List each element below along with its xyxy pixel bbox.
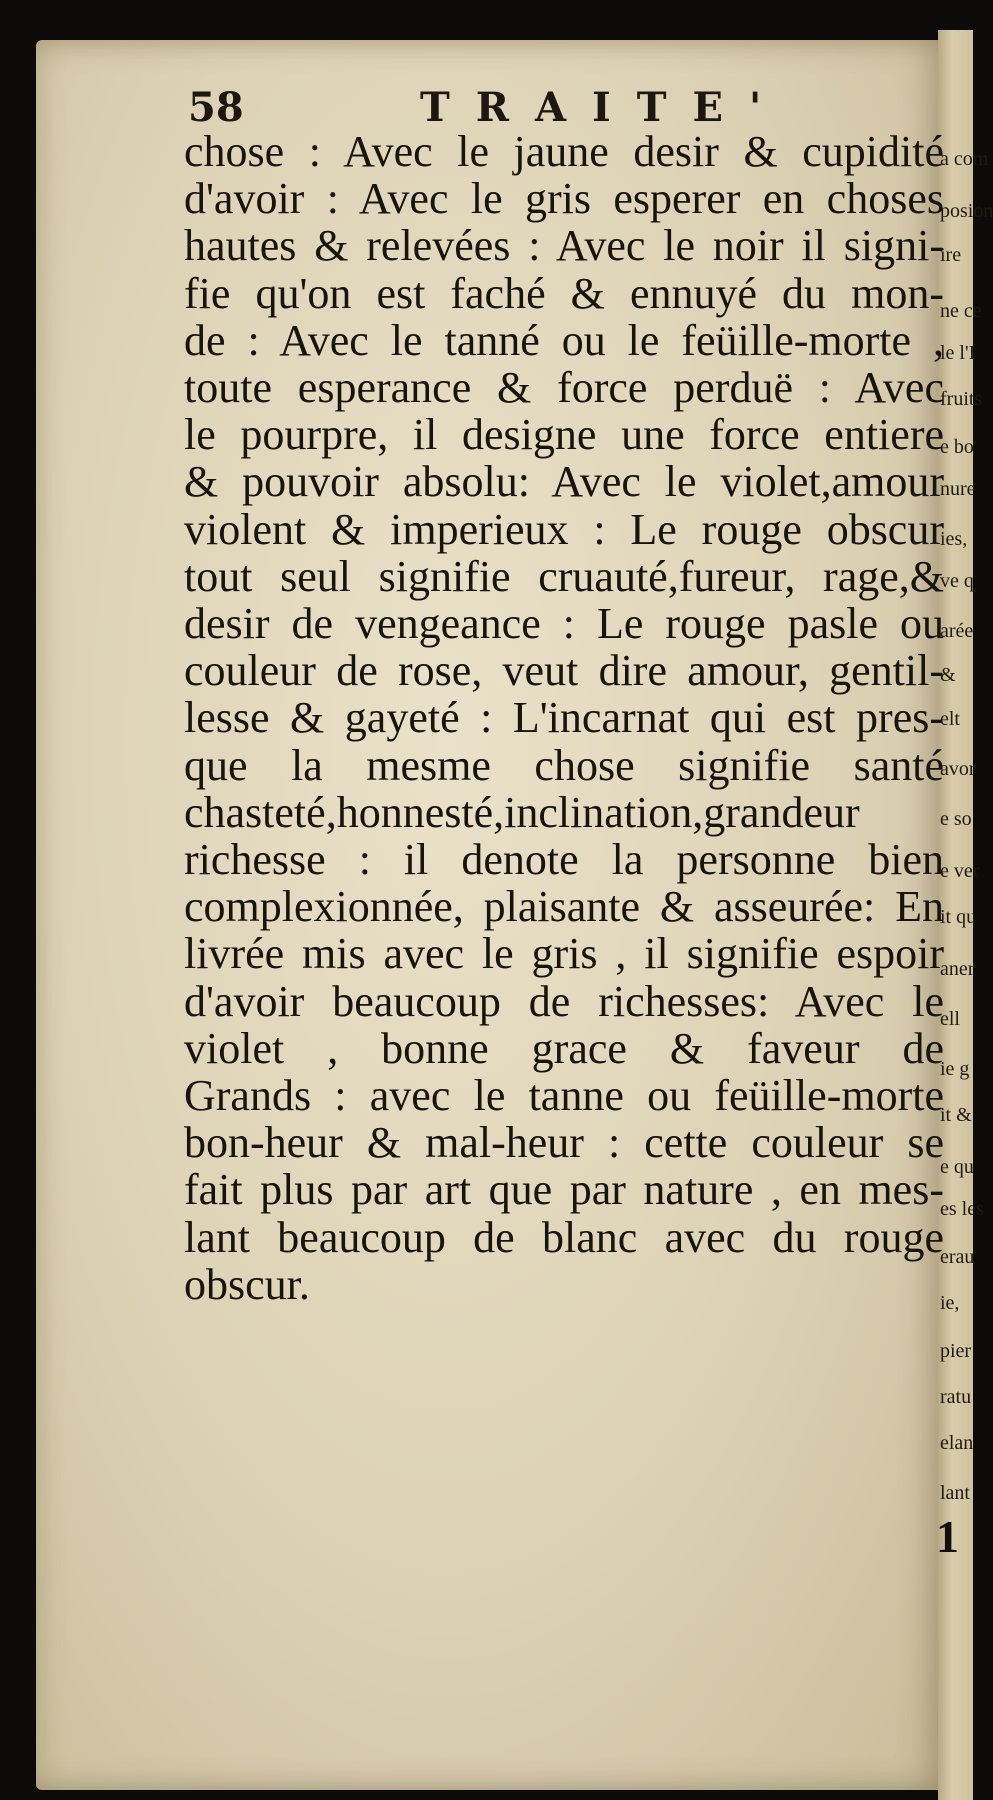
text-line: livrée mis avec le gris , il signifie espoir bbox=[184, 929, 944, 979]
text-line: d'avoir : Avec le gris esperer en choses bbox=[184, 174, 944, 224]
facing-page-fragment: elan bbox=[940, 1432, 974, 1454]
text-line: le pourpre, il designe une force entiere bbox=[184, 410, 944, 460]
facing-page-fragment: avor bbox=[940, 758, 976, 780]
facing-page-fragment: e ver bbox=[940, 860, 980, 882]
facing-page-fragment: it qu bbox=[940, 906, 977, 928]
facing-page-fragment: ies, bbox=[940, 528, 968, 550]
facing-page-fragment: ie, bbox=[940, 1292, 960, 1314]
facing-page-fragment: elt bbox=[940, 708, 960, 730]
facing-page-fragment: nure bbox=[940, 478, 976, 500]
text-line: de : Avec le tanné ou le feüille-morte , bbox=[184, 315, 944, 365]
facing-page-fragment: ire bbox=[940, 244, 962, 266]
text-line: chasteté,honnesté,inclination,grandeur bbox=[184, 787, 860, 837]
facing-page-fragment: e bo bbox=[940, 436, 974, 458]
text-line: richesse : il denote la personne bien bbox=[184, 835, 944, 885]
facing-page-fragment: it & bbox=[940, 1104, 972, 1126]
text-line: chose : Avec le jaune desir & cupidité bbox=[184, 127, 944, 176]
facing-page-fragment: lant bbox=[940, 1482, 970, 1504]
text-line: d'avoir beaucoup de richesses: Avec le bbox=[184, 976, 944, 1026]
text-line: violent & imperieux : Le rouge obscur bbox=[184, 504, 944, 554]
facing-page-fragment: pier bbox=[940, 1340, 972, 1362]
text-line: tout seul signifie cruauté,fureur, rage,& bbox=[184, 551, 944, 601]
facing-page-fragment: ratu bbox=[940, 1386, 972, 1408]
text-line: fie qu'on est faché & ennuyé du mon- bbox=[184, 268, 944, 318]
text-line: que la mesme chose signifie santé bbox=[184, 740, 944, 790]
text-line: & pouvoir absolu: Avec le violet,amour bbox=[184, 457, 944, 507]
text-line: lesse & gayeté : L'incarnat qui est pres- bbox=[184, 693, 944, 743]
text-line: Grands : avec le tanne ou feüille-morte bbox=[184, 1071, 944, 1121]
facing-page-fragment: fruits bbox=[940, 388, 983, 410]
facing-page-fragment: posion bbox=[940, 200, 993, 222]
text-line: desir de vengeance : Le rouge pasle ou bbox=[184, 599, 944, 649]
facing-page-fragment: erau bbox=[940, 1246, 975, 1268]
text-line: lant beaucoup de blanc avec du rouge bbox=[184, 1212, 944, 1262]
facing-page-fragment: ie g bbox=[940, 1058, 970, 1080]
facing-page-fragment: aner bbox=[940, 958, 975, 980]
page-number: 58 bbox=[188, 84, 244, 131]
text-line: fait plus par art que par nature , en mes- bbox=[184, 1165, 944, 1215]
text-line: hautes & relevées : Avec le noir il signi- bbox=[184, 221, 944, 271]
facing-page-mark: 1 bbox=[936, 1511, 959, 1562]
text-line: toute esperance & force perduë : Avec bbox=[184, 363, 944, 413]
text-line: violet , bonne grace & faveur de bbox=[184, 1023, 944, 1073]
facing-page-fragment: arée bbox=[940, 620, 974, 642]
facing-page-fragment: es les bbox=[940, 1198, 984, 1220]
facing-page-fragment: le l'I bbox=[940, 342, 976, 364]
text-line: bon-heur & mal-heur : cette couleur se bbox=[184, 1118, 944, 1168]
main-text bbox=[184, 128, 944, 1308]
facing-page-fragment: ve q bbox=[940, 570, 974, 592]
facing-page-fragment: e qu bbox=[940, 1156, 974, 1178]
facing-page-fragment: ne ce bbox=[940, 300, 982, 322]
facing-page-fragment: e so bbox=[940, 808, 972, 830]
facing-page-fragment: ell bbox=[940, 1008, 960, 1030]
facing-page-fragment: a com bbox=[940, 148, 989, 170]
text-line: complexionnée, plaisante & asseurée: En bbox=[184, 882, 944, 932]
running-head: TRAITE' bbox=[420, 84, 788, 131]
text-line: couleur de rose, veut dire amour, gentil- bbox=[184, 646, 944, 696]
text-line: obscur. bbox=[184, 1259, 310, 1309]
facing-page-fragment: & bbox=[940, 664, 956, 686]
